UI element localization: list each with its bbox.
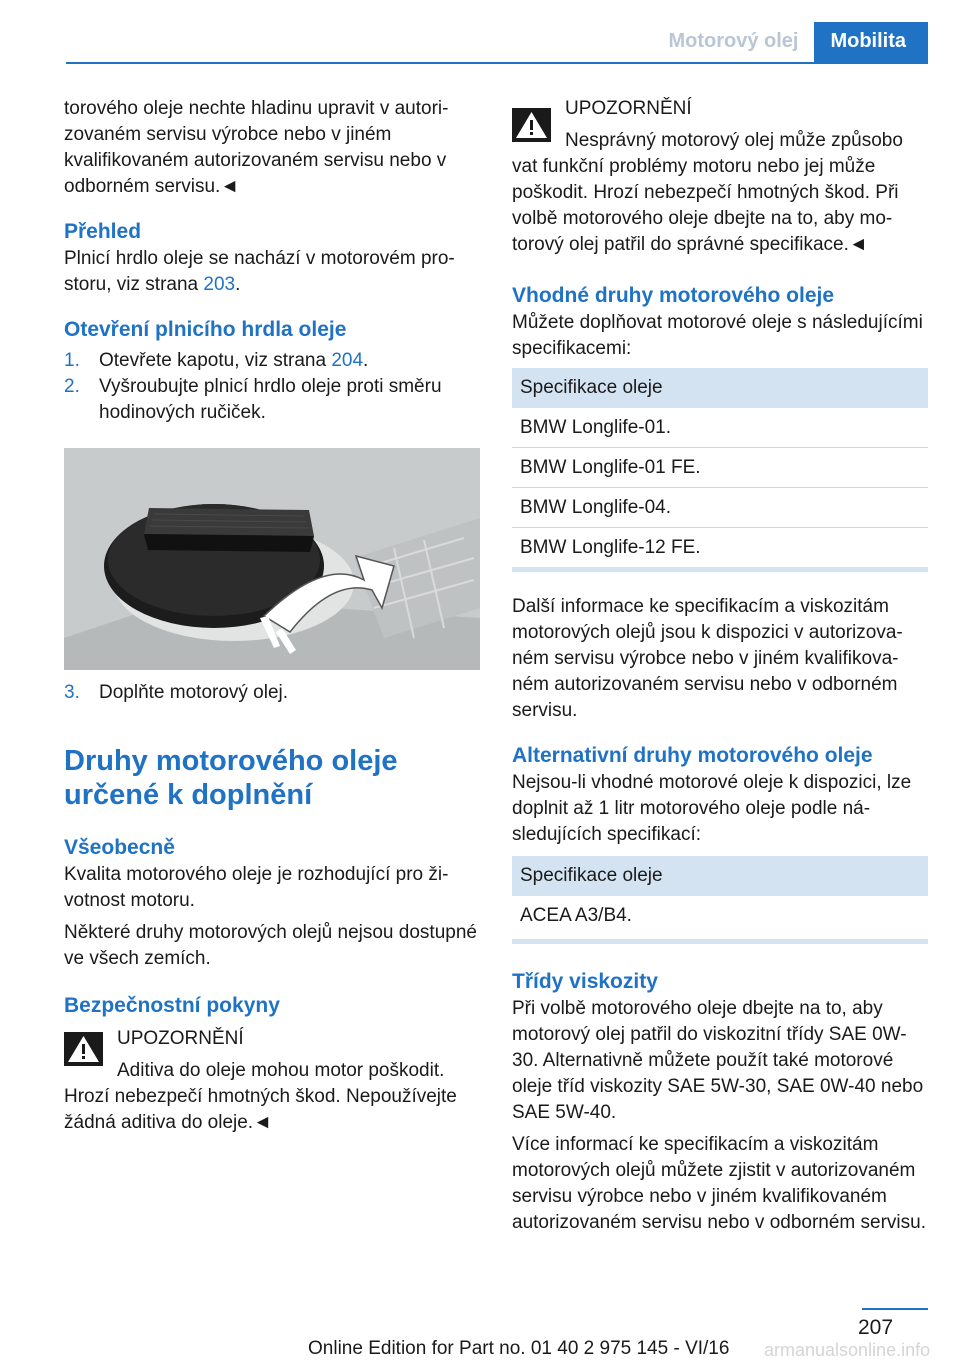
oil-cap-illustration: [64, 448, 480, 670]
alternative-paragraph: Nejsou-li vhodné motorové oleje k dispozici, lze doplnit až 1 litr motorového oleje podle následujících specifikací:: [512, 772, 912, 845]
opening-heading: Otevření plnicího hrdla oleje: [64, 318, 347, 341]
left-column: [64, 96, 480, 1136]
warning-title: UPOZORNĚNÍ: [565, 98, 692, 119]
step-1-end: .: [363, 350, 369, 371]
spec-table-header-row: [512, 368, 928, 408]
step-1: [64, 348, 480, 374]
footer-rule: [862, 1308, 928, 1310]
step-number: 2.: [64, 376, 80, 397]
viscosity-more-paragraph: Více informací ke specifikacím a viskozitám motorových olejů můžete zjistit v autorizovaném servisu výrobce nebo v jiném kvalifikovaném autorizovaném servisu nebo v odborném servisu.: [512, 1134, 926, 1233]
intro-paragraph: torového oleje nechte hladinu upravit v autorizovaném servisu výrobce nebo v jiném kvalifikovaném autorizovaném servisu nebo v odborném servisu.◄: [64, 98, 449, 197]
step-1-text: Otevřete kapotu, viz strana: [99, 350, 332, 371]
page-link-204[interactable]: 204: [331, 350, 364, 371]
safety-heading: Bezpečnostní pokyny: [64, 994, 280, 1017]
suitable-heading: Vhodné druhy motorového oleje: [512, 284, 835, 307]
step-number: 3.: [64, 682, 80, 703]
step-3: [64, 680, 480, 706]
warning-icon: [512, 108, 551, 142]
spec-table-header: Specifikace oleje: [512, 856, 928, 896]
right-column: [512, 96, 928, 1236]
warning-block-left: [64, 1026, 480, 1136]
watermark: armanualsonline.info: [764, 1340, 931, 1360]
footer-edition: Online Edition for Part no. 01 40 2 975 145 - VI/16: [308, 1338, 730, 1359]
warning-block-right: [512, 96, 928, 258]
alternative-spec-table: [512, 856, 928, 935]
table-cell: BMW Longlife-12 FE.: [520, 536, 701, 558]
general-paragraph-2: Některé druhy motorových olejů nejsou dostupné ve všech zemích.: [64, 922, 477, 969]
step-2: [64, 374, 480, 426]
table-bottom-rule: [512, 939, 928, 944]
warning-title: UPOZORNĚNÍ: [117, 1028, 244, 1049]
alternative-heading: Alternativní druhy motorového oleje: [512, 744, 873, 767]
more-info-paragraph: Další informace ke specifikacím a viskozitám motorových olejů jsou k dispozici v autorizovaném servisu výrobce nebo v jiném kvalifikovaném autorizovaném servisu nebo v odborném servisu.: [512, 596, 903, 721]
suitable-paragraph: Můžete doplňovat motorové oleje s následujícími specifikacemi:: [512, 312, 923, 359]
section-tab[interactable]: Motorový olej: [668, 30, 799, 52]
spec-table: [512, 368, 928, 567]
page-link-203[interactable]: 203: [203, 274, 236, 295]
main-heading: Druhy motorového oleje určené k doplnění: [64, 745, 398, 811]
oil-cap-photo: [64, 448, 480, 670]
viscosity-heading: Třídy viskozity: [512, 970, 658, 993]
warning-icon: [64, 1032, 103, 1066]
warning-text-line: Aditiva do oleje mohou motor poškodit.: [117, 1060, 445, 1081]
overview-end: .: [235, 274, 241, 295]
step-text: Vyšroubujte plnicí hrdlo oleje proti směru hodinových ručiček.: [99, 376, 442, 423]
table-cell: BMW Longlife-01.: [512, 408, 928, 448]
steps-list: [64, 348, 480, 426]
page-number: 207: [858, 1316, 894, 1339]
table-row: [512, 408, 928, 448]
overview-text: Plnicí hrdlo oleje se nachází v motorovém prostoru, viz strana: [64, 248, 455, 295]
steps-list-continued: [64, 680, 480, 706]
table-row: [512, 488, 928, 528]
spec-table-header-row: [512, 856, 928, 896]
general-paragraph-1: Kvalita motorového oleje je rozhodující pro životnost motoru.: [64, 864, 449, 911]
table-bottom-rule: [512, 567, 928, 572]
table-row: [512, 528, 928, 568]
spec-table-header: Specifikace oleje: [512, 368, 928, 408]
table-cell: ACEA A3/B4.: [520, 904, 632, 926]
overview-heading: Přehled: [64, 220, 142, 243]
warning-text: Hrozí nebezpečí hmotných škod. Nepoužívejte žádná aditiva do oleje.◄: [64, 1086, 457, 1133]
step-text: [99, 348, 368, 374]
step-text: Doplňte motorový olej.: [99, 682, 289, 703]
step-number: 1.: [64, 350, 80, 371]
table-row: [512, 896, 928, 935]
table-cell: BMW Longlife-04.: [512, 488, 928, 528]
viscosity-paragraph: Při volbě motorového oleje dbejte na to, aby motorový olej patřil do viskozitní třídy SAE 0W-30. Alternativně můžete použít také motorové oleje tříd viskozity SAE 5W-30, SAE 0W-40 nebo SAE 5W-40.: [512, 998, 924, 1123]
chapter-tab[interactable]: Mobilita: [814, 22, 928, 62]
table-row: [512, 448, 928, 488]
table-cell: BMW Longlife-01 FE.: [512, 448, 928, 488]
header-tabs: [652, 22, 928, 62]
warning-text-line: Nesprávný motorový olej může způsobo: [565, 130, 903, 151]
overview-paragraph: [64, 246, 480, 298]
header-rule: [66, 62, 928, 64]
general-heading: Všeobecně: [64, 836, 175, 859]
warning-text: vat funkční problémy motoru nebo jej může poškodit. Hrozí nebezpečí hmotných škod. Při volbě motorového oleje dbejte na to, aby motorový olej patřil do správné specifikace.◄: [512, 156, 899, 255]
